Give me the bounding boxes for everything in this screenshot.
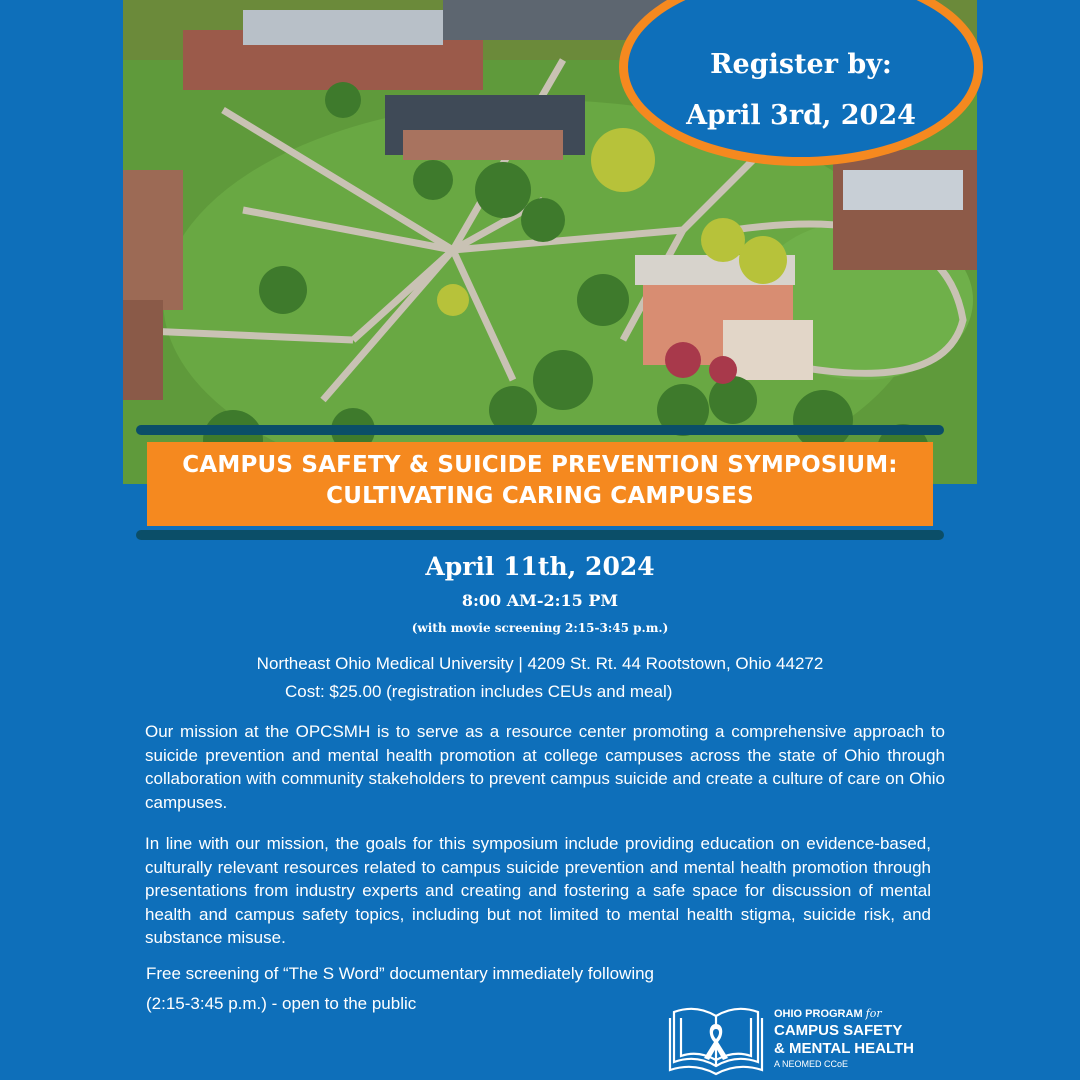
banner-bottom-bar <box>136 530 944 540</box>
logo-line2: CAMPUS SAFETY <box>774 1022 903 1039</box>
movie-note: (with movie screening 2:15-3:45 p.m.) <box>411 621 669 635</box>
event-cost: Cost: $25.00 (registration includes CEUs and meal) <box>285 682 673 701</box>
event-venue: Northeast Ohio Medical University | 4209 St. Rt. 44 Rootstown, Ohio 44272 <box>256 654 824 673</box>
mission-paragraph: Our mission at the OPCSMH is to serve as a resource center promoting a comprehensive approach to suicide prevention and mental health promotion at college campuses across the state of Ohio through collaboration with community stakeholders to prevent campus suicide and create a culture of care on Ohio campuses. <box>145 722 945 812</box>
logo-line1: OHIO PROGRAM for <box>774 1007 882 1020</box>
logo-line3: & MENTAL HEALTH <box>774 1040 914 1057</box>
event-title-line1: CAMPUS SAFETY & SUICIDE PREVENTION SYMPOSIUM: <box>182 452 898 478</box>
screening-line2: (2:15-3:45 p.m.) - open to the public <box>146 994 417 1013</box>
screening-line1: Free screening of “The S Word” documentary immediately following <box>146 964 655 983</box>
logo-line4: A NEOMED CCoE <box>774 1059 849 1069</box>
event-date: April 11th, 2024 <box>425 552 655 581</box>
goals-paragraph: In line with our mission, the goals for this symposium include providing education on evidence-based, culturally relevant resources related to campus suicide prevention and mental health promotion through presentations from industry experts and creating and fostering a safe space for discussion of mental health and campus safety topics, including but not limited to mental health stigma, suicide risk, and substance misuse. <box>145 834 931 947</box>
title-banner <box>147 442 933 526</box>
event-title-line2: CULTIVATING CARING CAMPUSES <box>326 483 754 509</box>
event-time: 8:00 AM-2:15 PM <box>461 591 619 610</box>
register-deadline: April 3rd, 2024 <box>686 100 916 131</box>
banner-top-bar <box>136 425 944 435</box>
opcsmh-logo <box>668 1004 968 1080</box>
register-label: Register by: <box>710 49 892 80</box>
book-ribbon-icon <box>668 1004 764 1076</box>
